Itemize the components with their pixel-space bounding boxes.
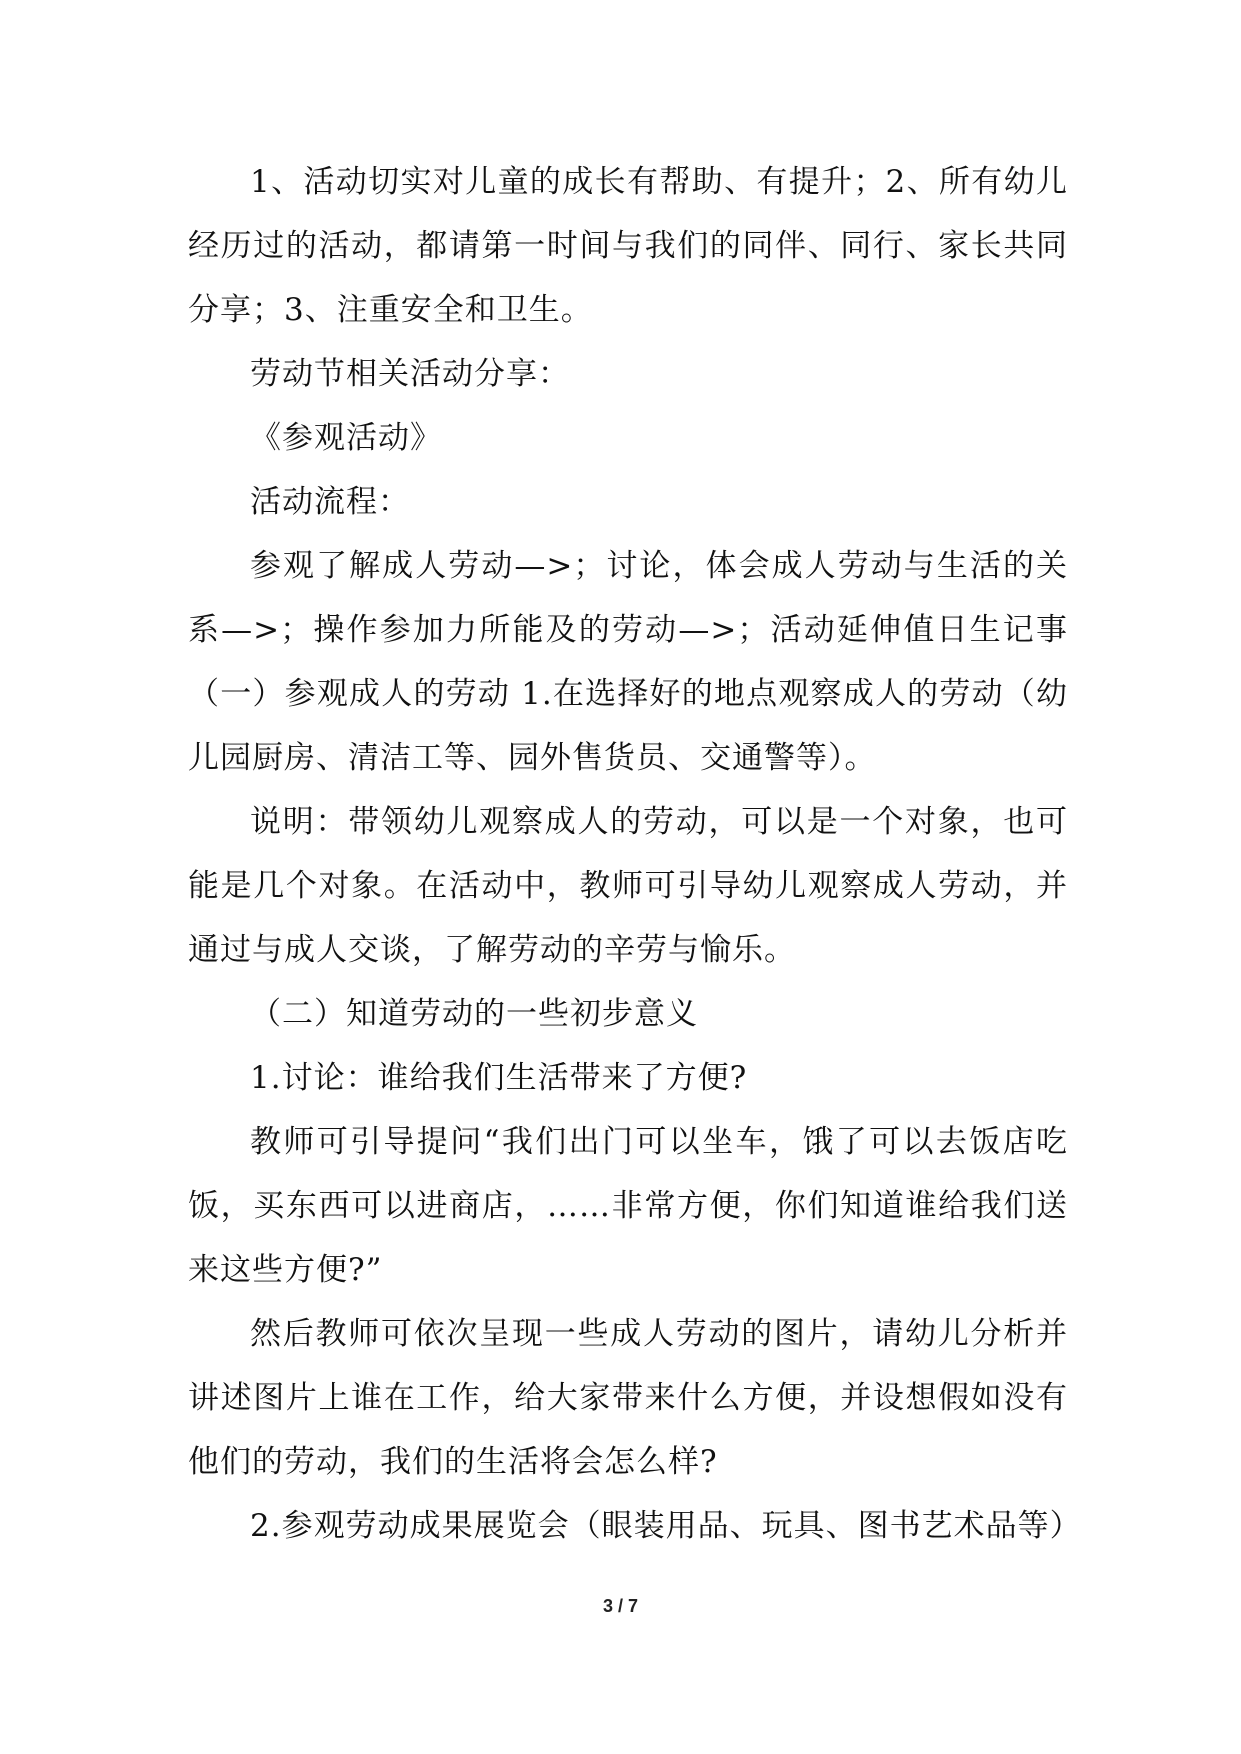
paragraph-teacher-question: 教师可引导提问“我们出门可以坐车，饿了可以去饭店吃饭，买东西可以进商店，……非常方便，你们知道谁给我们送来这些方便?” xyxy=(188,1124,1068,1288)
page-number: 3 / 7 xyxy=(602,1596,639,1616)
paragraph-process-steps: 参观了解成人劳动—>；讨论，体会成人劳动与生活的关系—>；操作参加力所能及的劳动—>；活动延伸值日生记事（一）参观成人的劳动 1.在选择好的地点观察成人的劳动（幼儿园厨房、清洁工等、园外售货员、交通警等）。 xyxy=(188,548,1068,776)
paragraph-activity-title: 《参观活动》 xyxy=(250,420,442,456)
paragraph-share-heading: 劳动节相关活动分享： xyxy=(250,356,570,392)
paragraph-pictures: 然后教师可依次呈现一些成人劳动的图片，请幼儿分析并讲述图片上谁在工作，给大家带来什么方便，并设想假如没有他们的劳动，我们的生活将会怎么样? xyxy=(188,1316,1068,1480)
paragraph-discussion: 1.讨论：谁给我们生活带来了方便? xyxy=(250,1060,748,1096)
paragraph-exhibition: 2.参观劳动成果展览会（眼装用品、玩具、图书艺术品等） xyxy=(250,1508,1082,1544)
paragraph-explanation: 说明：带领幼儿观察成人的劳动，可以是一个对象，也可能是几个对象。在活动中，教师可引导幼儿观察成人劳动，并通过与成人交谈，了解劳动的辛劳与愉乐。 xyxy=(188,804,1068,968)
document-body xyxy=(188,150,1082,1558)
paragraph-requirements: 1、活动切实对儿童的成长有帮助、有提升；2、所有幼儿经历过的活动，都请第一时间与我们的同伴、同行、家长共同分享；3、注重安全和卫生。 xyxy=(188,164,1068,328)
paragraph-section-two-heading: （二）知道劳动的一些初步意义 xyxy=(250,996,698,1032)
paragraph-process-heading: 活动流程： xyxy=(250,484,410,520)
